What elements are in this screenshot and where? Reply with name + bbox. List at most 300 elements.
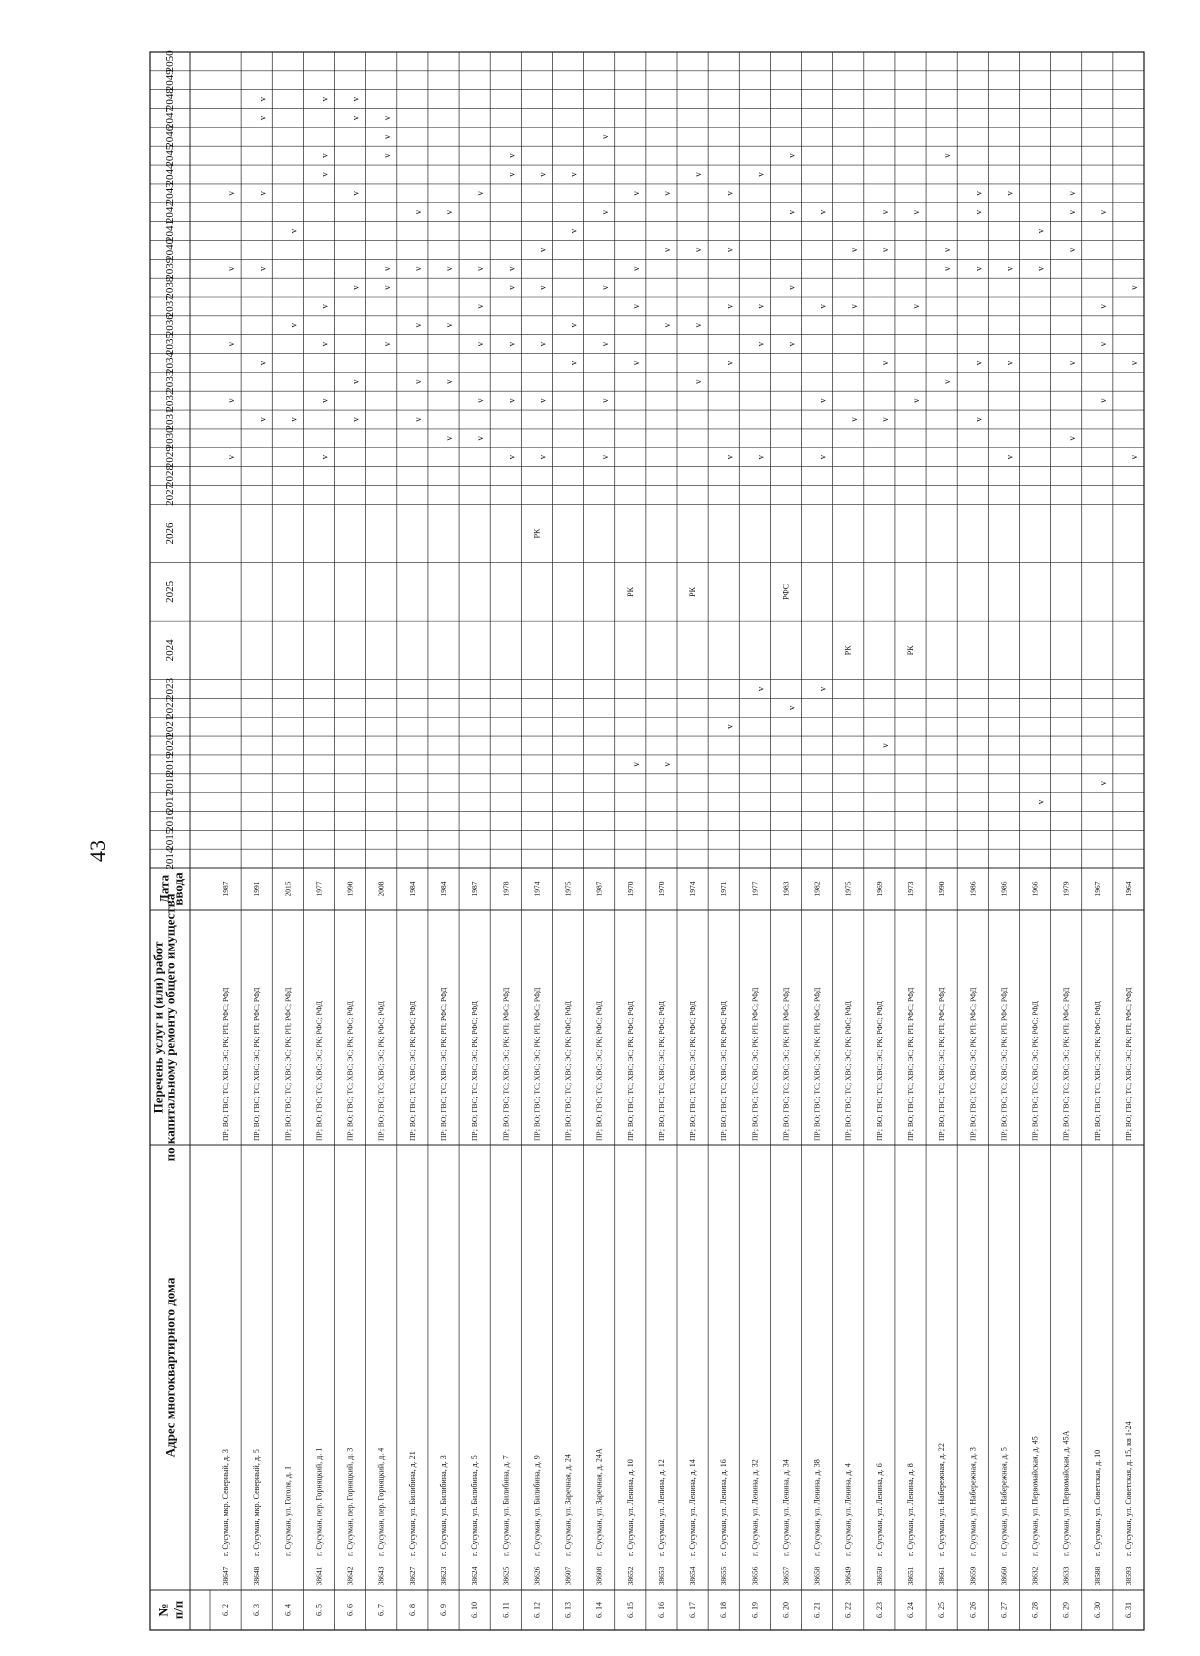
row-repair-label: РК [906, 645, 915, 656]
table-row [470, 191, 485, 1618]
year-header-2036: 2036 [164, 314, 176, 337]
row-address: г. Сусуман, ул. Ленина, д. 12 [656, 1459, 666, 1556]
check-mark: v [412, 266, 423, 271]
row-code: 38627 [407, 1566, 417, 1586]
row-number: 6. 29 [1061, 1602, 1071, 1618]
check-mark: v [350, 96, 361, 102]
row-date: 1975 [563, 881, 573, 897]
row-date: 1990 [937, 881, 947, 897]
row-address: г. Сусуман, ул. Билибина, д. 7 [501, 1455, 511, 1556]
check-mark: v [444, 209, 455, 215]
row-date: 1984 [439, 881, 448, 897]
row-number: 6. 26 [968, 1602, 978, 1618]
check-mark: v [1097, 780, 1108, 786]
row-number: 6. 9 [439, 1604, 448, 1616]
check-mark: v [475, 266, 486, 271]
check-mark: v [630, 266, 641, 271]
year-header-2043: 2043 [164, 182, 176, 205]
row-number: 6. 17 [688, 1602, 698, 1618]
check-mark: v [1097, 304, 1108, 309]
row-code: 38657 [781, 1566, 791, 1586]
check-mark: v [662, 323, 673, 328]
check-mark: v [226, 266, 237, 271]
row-date: 1970 [656, 881, 666, 897]
row-works: ПР; ВО; ГВС; ТС; ХВС; ЭС; РК; РП; РФС; РФД [439, 987, 448, 1141]
table-row [750, 172, 765, 1618]
check-mark: v [879, 247, 890, 253]
check-mark: v [630, 304, 641, 309]
table-row [283, 228, 298, 1616]
header-num: п/п [170, 1600, 186, 1620]
row-code: 38650 [874, 1566, 884, 1586]
row-code: 38607 [563, 1566, 573, 1586]
year-header-2025: 2025 [164, 580, 176, 603]
check-mark: v [662, 247, 673, 253]
year-header-2028: 2028 [164, 465, 176, 488]
table-row [719, 191, 734, 1618]
row-address: г. Сусуман, ул. Ленина, д. 38 [812, 1459, 822, 1556]
year-header-2048: 2048 [164, 88, 176, 111]
check-mark: v [412, 379, 423, 385]
check-mark: v [506, 454, 517, 460]
row-works: ПР; ВО; ГВС; ТС; ХВС; ЭС; РК; РП; РФС; РФД [750, 987, 760, 1141]
year-header-2026: 2026 [164, 522, 176, 545]
check-mark: v [724, 724, 735, 729]
check-mark: v [755, 341, 766, 347]
check-mark: v [1066, 436, 1077, 441]
check-mark: v [506, 341, 517, 347]
check-mark: v [319, 454, 330, 460]
year-header-2045: 2045 [164, 144, 176, 167]
check-mark: v [444, 379, 455, 385]
year-header-2035: 2035 [164, 333, 176, 356]
year-header-2032: 2032 [164, 389, 176, 412]
row-number: 6. 23 [874, 1602, 884, 1618]
table-row [595, 134, 610, 1618]
check-mark: v [630, 191, 641, 196]
row-address: г. Сусуман, ул. Билибина, д. 9 [532, 1455, 542, 1556]
row-address: г. Сусуман, ул. Набережная, д. 5 [999, 1447, 1009, 1556]
check-mark: v [786, 705, 797, 711]
row-address: г. Сусуман, ул. Ленина, д. 16 [719, 1459, 729, 1556]
check-mark: v [506, 266, 517, 271]
check-mark: v [226, 341, 237, 347]
table-row [875, 209, 890, 1618]
year-header-2017: 2017 [164, 791, 176, 814]
check-mark: v [1004, 191, 1015, 196]
check-mark: v [973, 266, 984, 271]
table-row [657, 191, 672, 1618]
header-works-line: по капитальному ремонту общего имущества [162, 893, 178, 1162]
row-code: 38651 [906, 1566, 915, 1586]
row-date: 1974 [688, 881, 698, 897]
check-mark: v [288, 323, 299, 328]
row-address: г. Сусуман, ул. Заречная, д. 24А [594, 1448, 604, 1556]
table-row [1031, 228, 1046, 1618]
check-mark: v [599, 285, 610, 290]
check-mark: v [599, 341, 610, 347]
header-date: ввода [170, 872, 186, 906]
row-address: г. Сусуман, ул. Первомайская, д. 45 [1030, 1436, 1040, 1556]
row-works: ПР; ВО; ГВС; ТС; ХВС; ЭС; РК; РФС; РФД [843, 1001, 853, 1141]
check-mark: v [724, 304, 735, 309]
table-row [564, 172, 579, 1618]
row-date: 2008 [376, 881, 386, 897]
row-number: 6. 2 [221, 1604, 231, 1616]
row-date: 1987 [594, 881, 604, 897]
check-mark: v [319, 172, 330, 177]
check-mark: v [381, 266, 392, 271]
check-mark: v [786, 209, 797, 215]
table-row [252, 96, 267, 1616]
row-address: г. Сусуман, мкр. Северный, д. 3 [221, 1449, 231, 1556]
check-mark: v [257, 115, 268, 121]
check-mark: v [973, 209, 984, 215]
row-works: ПР; ВО; ГВС; ТС; ХВС; ЭС; РК; РП; РФС; РФД [906, 987, 915, 1141]
check-mark: v [257, 417, 268, 422]
row-address: г. Сусуман, ул. Ленина, д. 14 [688, 1459, 698, 1556]
check-mark: v [506, 398, 517, 403]
row-address: г. Сусуман, ул. Набережная, д. 22 [937, 1443, 947, 1556]
check-mark: v [444, 266, 455, 271]
row-date: 1984 [407, 881, 417, 897]
check-mark: v [1066, 360, 1077, 366]
row-code: 38648 [252, 1566, 262, 1586]
check-mark: v [381, 285, 392, 290]
table-row [532, 172, 547, 1618]
row-code: 38642 [345, 1566, 355, 1586]
year-header-2049: 2049 [164, 69, 176, 92]
row-number: 6. 19 [750, 1602, 760, 1618]
row-works: ПР; ВО; ГВС; ТС; ХВС; ЭС; РК; РП; РФС; РФД [1123, 987, 1133, 1141]
header-address: Адрес многоквартирного дома [162, 1277, 178, 1458]
check-mark: v [1004, 266, 1015, 271]
table-row [626, 191, 641, 1618]
check-mark: v [911, 209, 922, 215]
table-row [346, 96, 361, 1616]
row-address: г. Сусуман, пер. Горняцкий, д. 3 [345, 1447, 355, 1556]
check-mark: v [412, 417, 423, 422]
check-mark: v [319, 341, 330, 347]
check-mark: v [1129, 454, 1140, 460]
check-mark: v [817, 454, 828, 460]
row-code: 38608 [594, 1566, 604, 1586]
row-works: ПР; ВО; ГВС; ТС; ХВС; ЭС; РК; РФС; РФД [719, 1001, 729, 1141]
check-mark: v [786, 285, 797, 290]
row-works: ПР; ВО; ГВС; ТС; ХВС; ЭС; РК; РП; РФС; РФД [812, 987, 822, 1141]
check-mark: v [1004, 454, 1015, 460]
check-mark: v [288, 228, 299, 234]
check-mark: v [662, 191, 673, 196]
row-repair-label: РК [843, 645, 853, 656]
table-row [408, 209, 423, 1616]
check-mark: v [599, 398, 610, 403]
check-mark: v [568, 360, 579, 366]
check-mark: v [755, 686, 766, 692]
check-mark: v [226, 398, 237, 403]
row-number: 6. 24 [906, 1602, 915, 1618]
check-mark: v [879, 360, 890, 366]
row-date: 1971 [719, 881, 729, 897]
row-address: г. Сусуман, ул. Ленина, д. 10 [625, 1459, 635, 1556]
row-code: 38660 [999, 1566, 1009, 1586]
year-header-2042: 2042 [164, 201, 176, 224]
year-header-2021: 2021 [164, 715, 176, 738]
check-mark: v [1066, 191, 1077, 196]
row-number: 6. 6 [345, 1604, 355, 1616]
check-mark: v [381, 341, 392, 347]
check-mark: v [412, 323, 423, 328]
row-address: г. Сусуман, ул. Ленина, д. 8 [906, 1463, 915, 1556]
row-number: 6. 28 [1030, 1602, 1040, 1618]
check-mark: v [693, 379, 704, 385]
check-mark: v [475, 436, 486, 441]
check-mark: v [475, 398, 486, 403]
year-header-2022: 2022 [164, 696, 176, 719]
year-header-2030: 2030 [164, 427, 176, 450]
check-mark: v [755, 172, 766, 177]
check-mark: v [506, 153, 517, 158]
year-header-2024: 2024 [164, 639, 176, 662]
year-header-2034: 2034 [164, 351, 176, 374]
check-mark: v [381, 153, 392, 158]
row-works: ПР; ВО; ГВС; ТС; ХВС; ЭС; РК; РФС; РФД [1030, 1001, 1040, 1141]
check-mark: v [599, 454, 610, 460]
header-num: № [155, 1603, 171, 1617]
row-works: ПР; ВО; ГВС; ТС; ХВС; ЭС; РК; РП; РФС; РФД [252, 987, 262, 1141]
row-date: 1967 [1092, 881, 1102, 897]
row-date: 1991 [252, 881, 262, 897]
table-row [968, 191, 983, 1618]
check-mark: v [973, 417, 984, 422]
table-row [314, 96, 329, 1616]
row-date: 1987 [221, 881, 231, 897]
check-mark: v [568, 323, 579, 328]
check-mark: v [848, 247, 859, 253]
row-address: г. Сусуман, ул. Гоголя, д. 1 [283, 1466, 293, 1556]
check-mark: v [319, 96, 330, 102]
row-works: ПР; ВО; ГВС; ТС; ХВС; ЭС; РК; РФС; РФД [625, 1001, 635, 1141]
row-repair-label: РК [625, 587, 635, 597]
check-mark: v [599, 209, 610, 215]
row-works: ПР; ВО; ГВС; ТС; ХВС; ЭС; РК; РФС; РФД [874, 1001, 884, 1141]
row-repair-label: РК [532, 528, 542, 539]
row-number: 6. 8 [407, 1604, 417, 1616]
check-mark: v [630, 762, 641, 767]
check-mark: v [693, 172, 704, 177]
row-date: 1979 [1061, 881, 1071, 897]
row-code: 38655 [719, 1566, 729, 1586]
check-mark: v [319, 304, 330, 309]
check-mark: v [1035, 266, 1046, 271]
row-code: 38641 [314, 1566, 324, 1586]
row-date: 1983 [781, 881, 791, 897]
table-row [813, 209, 828, 1618]
table-row [1124, 285, 1139, 1618]
check-mark: v [1129, 285, 1140, 290]
row-number: 6. 18 [719, 1602, 729, 1618]
row-number: 6. 30 [1092, 1602, 1102, 1618]
row-code: 38656 [750, 1566, 760, 1586]
check-mark: v [630, 360, 641, 366]
check-mark: v [475, 191, 486, 196]
check-mark: v [1066, 247, 1077, 253]
table-row [1093, 209, 1108, 1618]
year-header-2029: 2029 [164, 446, 176, 469]
row-address: г. Сусуман, ул. Билибина, д. 5 [470, 1455, 480, 1556]
row-works: ПР; ВО; ГВС; ТС; ХВС; ЭС; РК; РФС; РФД [345, 1001, 355, 1141]
row-date: 1977 [750, 881, 760, 897]
row-works: ПР; ВО; ГВС; ТС; ХВС; ЭС; РК; РФС; РФД [376, 1001, 386, 1141]
page-number: 43 [85, 840, 110, 862]
check-mark: v [350, 285, 361, 290]
row-address: г. Сусуман, пер. Горняцкий, д. 4 [376, 1447, 386, 1556]
check-mark: v [1035, 228, 1046, 234]
row-number: 6. 21 [812, 1602, 822, 1618]
check-mark: v [381, 115, 392, 121]
row-number: 6. 22 [843, 1602, 853, 1618]
year-header-2038: 2038 [164, 276, 176, 299]
check-mark: v [568, 228, 579, 234]
check-mark: v [693, 323, 704, 328]
row-code: 38653 [656, 1566, 666, 1586]
row-code: 38658 [812, 1566, 822, 1586]
row-code: 38632 [1030, 1566, 1040, 1586]
row-number: 6. 14 [594, 1602, 604, 1618]
row-code: 38593 [1123, 1566, 1133, 1586]
check-mark: v [724, 191, 735, 196]
row-address: г. Сусуман, ул. Заречная, д. 24 [563, 1454, 573, 1556]
row-number: 6. 15 [625, 1602, 635, 1618]
check-mark: v [911, 398, 922, 403]
check-mark: v [257, 191, 268, 196]
row-address: г. Сусуман, ул. Билибина, д. 3 [439, 1455, 448, 1556]
check-mark: v [1004, 360, 1015, 366]
table-row [377, 115, 392, 1616]
check-mark: v [1097, 398, 1108, 403]
check-mark: v [226, 454, 237, 460]
row-date: 2015 [283, 881, 293, 897]
check-mark: v [973, 360, 984, 366]
row-works: ПР; ВО; ГВС; ТС; ХВС; ЭС; РК; РП; РФС; РФД [781, 987, 791, 1141]
row-works: ПР; ВО; ГВС; ТС; ХВС; ЭС; РК; РП; РФС; РФД [937, 987, 947, 1141]
row-date: 1986 [968, 881, 978, 897]
table-row [844, 247, 859, 1618]
check-mark: v [350, 417, 361, 422]
check-mark: v [537, 341, 548, 347]
row-address: г. Сусуман, ул. Набережная, д. 3 [968, 1447, 978, 1556]
year-header-2018: 2018 [164, 772, 176, 795]
check-mark: v [693, 247, 704, 253]
row-date: 1986 [999, 881, 1009, 897]
table-row [221, 191, 236, 1616]
row-repair-label: РФС [781, 583, 791, 600]
row-number: 6. 16 [656, 1602, 666, 1618]
row-number: 6. 20 [781, 1602, 791, 1618]
row-date: 1975 [843, 881, 853, 897]
row-code: 38624 [470, 1566, 480, 1586]
row-date: 1982 [812, 881, 822, 897]
row-date: 1978 [501, 881, 511, 897]
row-works: ПР; ВО; ГВС; ТС; ХВС; ЭС; РК; РФС; РФД [656, 1001, 666, 1141]
row-address: г. Сусуман, ул. Первомайская, д. 45А [1061, 1430, 1071, 1556]
year-header-2031: 2031 [164, 408, 176, 431]
row-address: г. Сусуман, ул. Советская, д. 10 [1092, 1449, 1102, 1556]
row-works: ПР; ВО; ГВС; ТС; ХВС; ЭС; РК; РФС; РФД [563, 1001, 573, 1141]
header-date: Дата [156, 874, 172, 904]
check-mark: v [257, 360, 268, 366]
check-mark: v [848, 417, 859, 422]
row-code: 38649 [843, 1566, 853, 1586]
check-mark: v [226, 191, 237, 196]
check-mark: v [817, 209, 828, 215]
check-mark: v [724, 360, 735, 366]
row-works: ПР; ВО; ГВС; ТС; ХВС; ЭС; РК; РП; РФС; РФД [968, 987, 978, 1141]
check-mark: v [350, 191, 361, 196]
check-mark: v [257, 266, 268, 271]
check-mark: v [537, 285, 548, 290]
row-works: ПР; ВО; ГВС; ТС; ХВС; ЭС; РК; РФС; РФД [407, 1001, 417, 1141]
row-number: 6. 31 [1123, 1602, 1133, 1618]
row-number: 6. 11 [501, 1602, 511, 1618]
row-date: 1966 [1030, 881, 1040, 897]
check-mark: v [1066, 209, 1077, 215]
year-header-2014: 2014 [164, 847, 176, 870]
row-number: 6. 13 [563, 1602, 573, 1618]
check-mark: v [942, 379, 953, 385]
check-mark: v [475, 304, 486, 309]
check-mark: v [350, 115, 361, 121]
check-mark: v [599, 134, 610, 140]
check-mark: v [911, 304, 922, 309]
check-mark: v [568, 172, 579, 177]
check-mark: v [1097, 341, 1108, 347]
table-row [501, 153, 516, 1618]
year-header-2016: 2016 [164, 809, 176, 832]
row-date: 1964 [1123, 881, 1133, 897]
row-works: ПР; ВО; ГВС; ТС; ХВС; ЭС; РК; РП; РФС; РФД [532, 987, 542, 1141]
year-header-2046: 2046 [164, 125, 176, 148]
row-date: 1969 [874, 881, 884, 897]
check-mark: v [537, 398, 548, 403]
row-number: 6. 7 [376, 1604, 386, 1616]
row-address: г. Сусуман, ул. Билибина, д. 21 [407, 1451, 417, 1556]
check-mark: v [412, 209, 423, 215]
row-number: 6. 10 [470, 1602, 480, 1618]
check-mark: v [381, 134, 392, 140]
check-mark: v [879, 209, 890, 215]
row-works: ПР; ВО; ГВС; ТС; ХВС; ЭС; РК; РФС; РФД [594, 1001, 604, 1141]
check-mark: v [444, 436, 455, 441]
row-date: 1977 [314, 881, 324, 897]
year-header-2027: 2027 [164, 483, 176, 506]
row-number: 6. 4 [283, 1604, 293, 1616]
check-mark: v [1097, 209, 1108, 215]
check-mark: v [973, 191, 984, 196]
row-works: ПР; ВО; ГВС; ТС; ХВС; ЭС; РК; РП; РФС; РФД [999, 987, 1009, 1141]
check-mark: v [724, 454, 735, 460]
row-date: 1973 [906, 881, 915, 897]
row-date: 1974 [532, 881, 542, 897]
check-mark: v [444, 323, 455, 328]
check-mark: v [786, 341, 797, 347]
row-number: 6. 25 [937, 1602, 947, 1618]
row-address: г. Сусуман, ул. Ленина, д. 6 [874, 1463, 884, 1556]
header-works-line: Перечень услуг и (или) работ [150, 941, 166, 1114]
check-mark: v [506, 285, 517, 290]
check-mark: v [879, 417, 890, 422]
row-date: 1990 [345, 881, 355, 897]
